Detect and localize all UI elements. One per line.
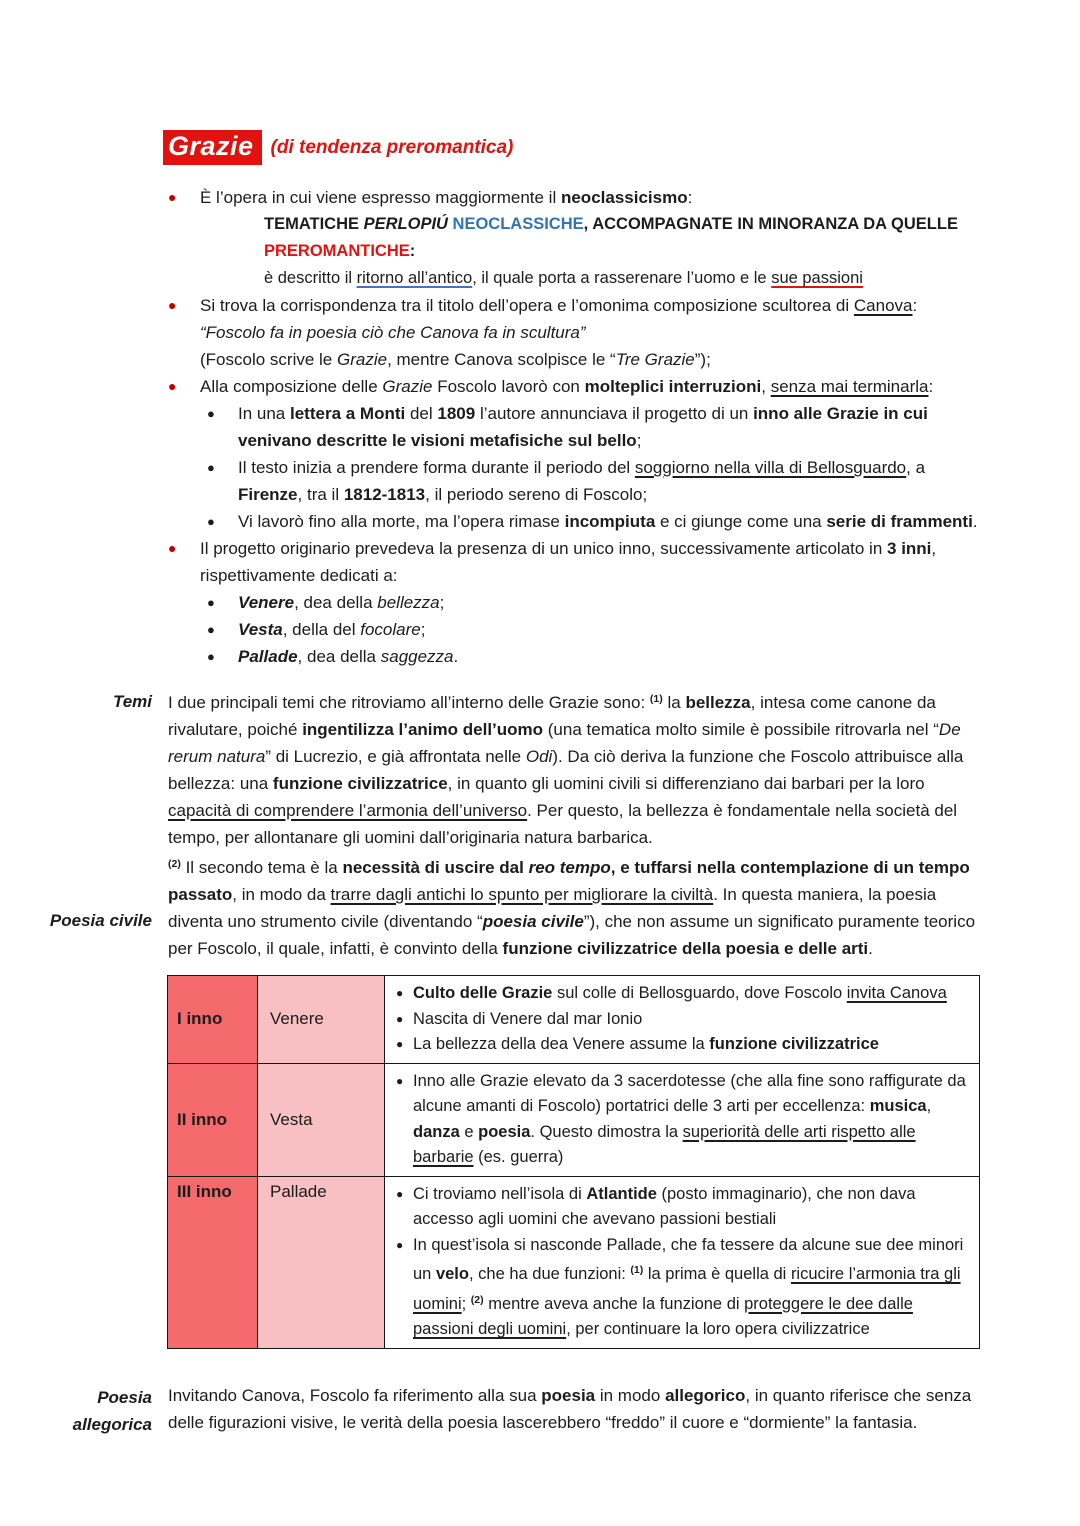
bullet-icon: ●: [396, 1073, 404, 1088]
allegorica-paragraph: Invitando Canova, Foscolo fa riferimento alla sua poesia in modo allegorico, in quanto riferisce che senza delle figurazioni visive, le verità della poesia lascerebbero “freddo” il cuore e “dormiente” la fantasia.: [168, 1385, 972, 1432]
margin-label-poesia-civile: Poesia civile: [49, 911, 152, 930]
bullet-icon: ●: [207, 514, 215, 529]
title-highlight: Grazie: [163, 130, 262, 165]
temi-paragraph-1: I due principali temi che ritroviamo all’interno delle Grazie sono: $^{(1)}$ la bellezza, intesa come canone da rivalutare, poiché ingentilizza l’animo dell’uomo (una tematica molto simile è possibile ritrovarla nel “De rerum natura” di Lucrezio, e già affrontata nelle Odi). Da ciò deriva la funzione che Foscolo attribuisce alla bellezza: una funzione civilizzatrice, in quanto gli uomini civili si differenziano dai barbari per la loro capacità di comprendere l’armonia dell’universo. Per questo, la bellezza è fondamentale nella società del tempo, per allontanare gli uomini dall’originaria natura barbarica.: [168, 693, 964, 847]
inno-cell: II inno: [168, 1063, 258, 1176]
dea-cell: Vesta: [258, 1063, 385, 1176]
table-row: [168, 1176, 980, 1348]
sub-list-item: [207, 454, 986, 508]
bullet-icon: ●: [168, 189, 177, 205]
list-item-text: Alla composizione delle Grazie Foscolo lavorò con molteplici interruzioni, senza mai terminarla:: [200, 377, 934, 396]
inno-cell: I inno: [168, 976, 258, 1064]
bullet-icon: ●: [396, 1186, 404, 1201]
table-bullet-item: ● Ci troviamo nell’isola di Atlantide (posto immaginario), che non dava accesso agli uomini che avevano passioni bestiali: [396, 1182, 971, 1233]
table-bullet-item: ● In quest’isola si nasconde Pallade, che fa tessere da alcune sue dee minori un velo, che ha due funzioni: $^{(1)}$ la prima è quella di ricucire l’armonia tra gli uomini; $^{(2)}$ mentre aveva anche la funzione di proteggere le dee dalle passioni degli uomini, per continuare la loro opera civilizzatrice: [396, 1233, 971, 1343]
table-bullet-item: ● Nascita di Venere dal mar Ionio: [396, 1007, 971, 1033]
bullet-icon: ●: [168, 378, 177, 394]
bullet-icon: ●: [207, 406, 215, 421]
bullet-icon: ●: [396, 1037, 404, 1051]
section-title: [163, 130, 986, 165]
bullet-icon: ●: [207, 595, 215, 610]
list-item: [168, 184, 986, 292]
temi-paragraph-2: $^{(2)}$ Il secondo tema è la necessità di uscire dal reo tempo, e tuffarsi nella contemplazione di un tempo passato, in modo da trarre dagli antichi lo spunto per migliorare la civiltà. In questa maniera, la poesia diventa uno strumento civile (diventando “poesia civile”), che non assume un significato puramente teorico per Foscolo, il quale, infatti, è convinto della funzione civilizzatrice della poesia e delle arti.: [168, 858, 976, 958]
list-item-description: è descritto il ritorno all’antico, il quale porta a rasserenare l’uomo e le sue passioni: [264, 269, 863, 287]
sub-list-item-text: Vesta, della del focolare;: [238, 620, 426, 639]
table-bullet-item: ● Culto delle Grazie sul colle di Bellosguardo, dove Foscolo invita Canova: [396, 981, 971, 1007]
list-item-text: Si trova la corrispondenza tra il titolo dell’opera e l’omonima composizione scultorea di Canova:: [200, 296, 918, 315]
bullet-icon: ●: [396, 1011, 404, 1026]
bullet-icon: ●: [168, 540, 177, 556]
poesia-allegorica-section: [72, 1382, 986, 1436]
document-content: [49, 130, 986, 1436]
inni-table: [167, 975, 980, 1349]
table-row: [168, 976, 980, 1064]
inno-cell: III inno: [168, 1176, 258, 1348]
list-item: [168, 373, 986, 400]
description-cell: [385, 1176, 980, 1348]
sub-list-item-text: Il testo inizia a prendere forma durante il periodo del soggiorno nella villa di Bellosguardo, a Firenze, tra il 1812-1813, il periodo sereno di Foscolo;: [238, 458, 926, 504]
sub-list-item: [207, 643, 986, 670]
sub-list-item: [207, 616, 986, 643]
bullet-icon: ●: [207, 460, 215, 475]
sub-list-item-text: Vi lavorò fino alla morte, ma l’opera rimase incompiuta e ci giunge come una serie di frammenti.: [238, 512, 978, 531]
margin-label-temi: Temi: [112, 692, 152, 711]
bullet-list: [168, 184, 986, 670]
list-item-text: Il progetto originario prevedeva la presenza di un unico inno, successivamente articolato in 3 inni, rispettivamente dedicati a:: [200, 539, 937, 585]
sub-list-item: [207, 400, 986, 454]
bullet-icon: ●: [396, 1237, 404, 1252]
bullet-icon: ●: [168, 297, 177, 313]
sub-list-item: [207, 589, 986, 616]
poesia-civile-section: [49, 851, 986, 962]
dea-cell: Venere: [258, 976, 385, 1064]
sub-list-item-text: Venere, dea della bellezza;: [238, 593, 445, 612]
temi-section: [112, 686, 986, 851]
table-bullet-item: ● Inno alle Grazie elevato da 3 sacerdotesse (che alla fine sono raffigurate da alcune amanti di Foscolo) portatrici delle 3 arti per eccellenza: musica, danza e poesia. Questo dimostra la superiorità delle arti rispetto alle barbarie (es. guerra): [396, 1069, 971, 1171]
list-item-caps-note: TEMATICHE PERLOPIÚ NEOCLASSICHE, ACCOMPAGNATE IN MINORANZA DA QUELLE PREROMANTICHE:: [264, 215, 958, 260]
sub-list-item: [207, 508, 986, 535]
bullet-icon: ●: [396, 986, 404, 1000]
quote-line: “Foscolo fa in poesia ciò che Canova fa in scultura”: [200, 323, 586, 342]
sub-list-item-text: In una lettera a Monti del 1809 l’autore annunciava il progetto di un inno alle Grazie in cui venivano descritte le visioni metafisiche sul bello;: [238, 404, 928, 450]
list-item: [168, 535, 986, 589]
bullet-icon: ●: [207, 649, 215, 664]
table-bullet-item: ● La bellezza della dea Venere assume la funzione civilizzatrice: [396, 1032, 971, 1058]
list-item-text: È l’opera in cui viene espresso maggiormente il neoclassicismo:: [200, 188, 693, 207]
list-item: [168, 292, 986, 373]
table-row: [168, 1063, 980, 1176]
description-cell: [385, 976, 980, 1064]
bullet-icon: ●: [207, 622, 215, 637]
margin-label-poesia-allegorica: Poesia allegorica: [72, 1387, 152, 1434]
title-subtitle: (di tendenza preromantica): [270, 137, 514, 158]
description-cell: [385, 1063, 980, 1176]
sub-list-item-text: Pallade, dea della saggezza.: [238, 647, 459, 666]
paren-line: (Foscolo scrive le Grazie, mentre Canova scolpisce le “Tre Grazie”);: [200, 350, 711, 369]
dea-cell: Pallade: [258, 1176, 385, 1348]
